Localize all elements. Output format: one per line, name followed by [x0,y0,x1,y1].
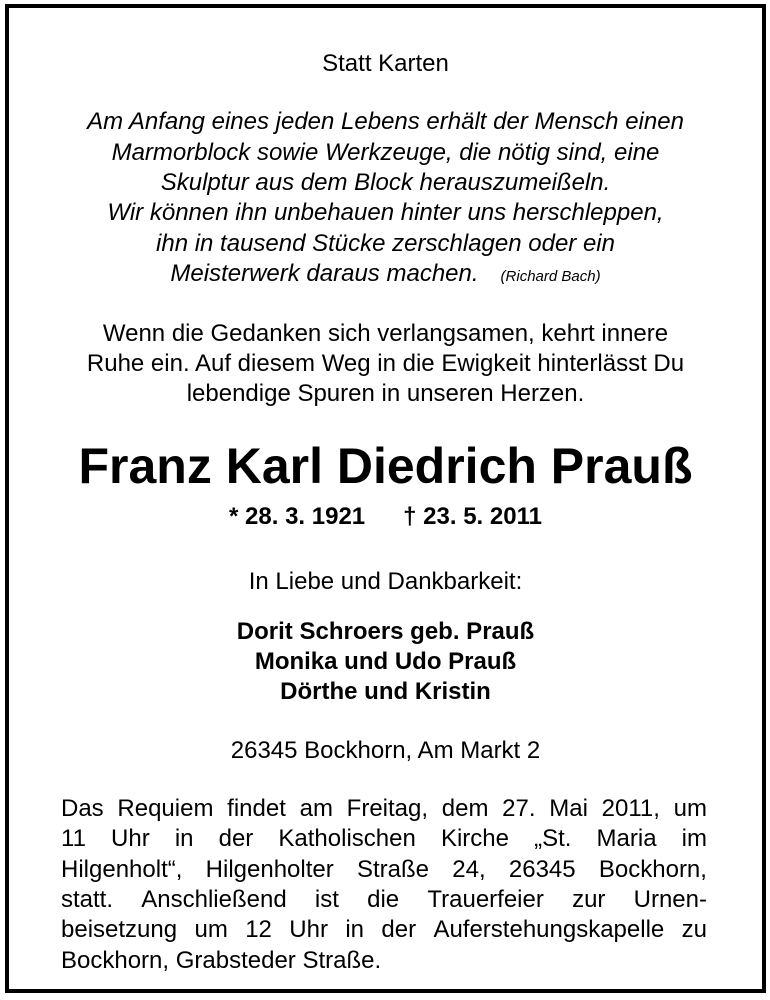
notice-word: Mai [549,795,588,822]
notice-word: zu [681,916,707,943]
quote-last-text: Meisterwerk daraus machen. [170,260,479,287]
mourner-1: Dorit Schroers geb. Prauß [236,618,535,645]
notice-word: zur [572,886,606,913]
notice-line [61,824,707,854]
mourners-address: 26345 Bockhorn, Am Markt 2 [230,737,541,764]
notice-word: 2011, [601,795,660,822]
notice-word: ist [314,886,339,913]
notice-word: die [367,886,400,913]
notice-word: Maria [596,825,657,852]
notice-word: 24, [452,856,486,883]
notice-word: findet [227,795,286,822]
notice-word: Straße [356,856,430,883]
notice-word: Uhr [289,916,328,943]
notice-word: Auferstehungskapelle [433,916,665,943]
notice-word: in [174,825,194,852]
notice-word: in [345,916,364,943]
quote-line-6 [9,259,762,292]
mourners-intro: In Liebe und Dankbarkeit: [248,568,523,595]
notice-frame [5,4,766,993]
mourner-3: Dörthe und Kristin [280,678,491,705]
notice-word: der [218,825,254,852]
quote-author: (Richard Bach) [500,268,601,285]
notice-word: Kirche [440,825,509,852]
life-dates [9,502,762,532]
notice-word: Hilgenholt“, [61,856,183,883]
notice-word: Urnen- [633,886,707,913]
notice-word: beisetzung [61,916,178,943]
notice-word: „St. [534,825,572,852]
deceased-name: Franz Karl Diedrich Prauß [78,438,693,494]
notice-last-line: Bockhorn, Grabsteder Straße. [61,947,382,974]
notice-content [9,8,762,989]
notice-word: Trauerfeier [427,886,544,913]
notice-word: am [299,795,333,822]
verse-line-2: Ruhe ein. Auf diesem Weg in die Ewigkeit hinterlässt Du [86,350,685,377]
birth-date: * 28. 3. 1921 [229,503,366,530]
quote-line-4: Wir können ihn unbehauen hinter uns herschleppen, [107,199,664,226]
notice-word: Anschließend [141,886,287,913]
notice-word: Freitag, [346,795,429,822]
notice-word: statt. [61,886,114,913]
quote-line-2: Marmorblock sowie Werkzeuge, die nötig sind, eine [111,139,660,166]
notice-word: Katholischen [278,825,416,852]
verse-line-1: Wenn die Gedanken sich verlangsamen, kehrt innere [102,320,669,347]
notice-line [61,794,707,824]
notice-word: 27. [502,795,536,822]
notice-line [61,885,707,915]
notice-word: Requiem [117,795,214,822]
death-date: † 23. 5. 2011 [403,503,542,530]
quote-line-3: Skulptur aus dem Block herauszumeißeln. [160,169,611,196]
notice-word: der [381,916,417,943]
notice-word: um [673,795,707,822]
quote-line-1: Am Anfang eines jeden Lebens erhält der Mensch einen [87,108,684,135]
verse-line-3: lebendige Spuren in unseren Herzen. [186,380,585,407]
notice-word: um [194,916,228,943]
mourner-2: Monika und Udo Prauß [254,648,517,675]
notice-line [61,855,707,885]
notice-word: Uhr [111,825,150,852]
notice-word: dem [441,795,489,822]
statt-karten-heading: Statt Karten [322,50,449,77]
quote-line-5: ihn in tausend Stücke zerschlagen oder ein [156,230,615,257]
notice-word: 12 [245,916,272,943]
notice-line [61,915,707,945]
notice-word: Bockhorn, [598,856,707,883]
notice-word: 26345 [508,856,576,883]
notice-word: Das [61,795,104,822]
notice-word: im [681,825,707,852]
notice-word: 11 [61,825,86,852]
notice-word: Hilgenholter [205,856,334,883]
